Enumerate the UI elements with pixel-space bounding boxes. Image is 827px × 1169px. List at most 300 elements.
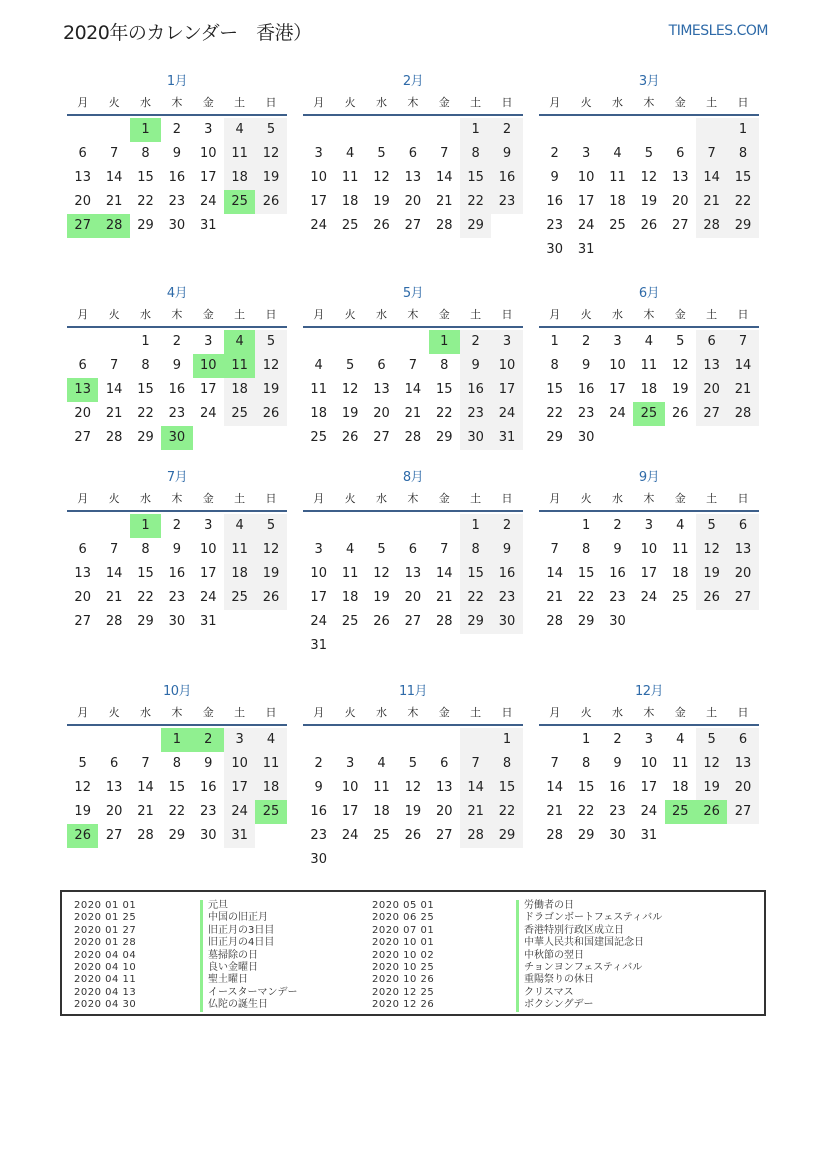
weekday-label: 火 [580, 706, 592, 719]
month-block [539, 682, 759, 848]
day-cell: 29 [491, 824, 522, 848]
day-cell: 14 [696, 166, 727, 190]
day-cell: 18 [373, 804, 390, 819]
day-cell: 24 [640, 804, 658, 819]
weekday-label: 金 [202, 492, 214, 505]
day-cell: 6 [676, 146, 685, 161]
weekday-header [67, 488, 287, 512]
month-title: 3月 [638, 74, 660, 89]
holiday-name: 旧正月の4日目 [208, 937, 275, 949]
day-cell: 7 [460, 752, 491, 776]
day-cell: 13 [671, 170, 689, 185]
day-cell: 23 [609, 804, 626, 819]
day-cell: 1 [141, 334, 150, 349]
day-cell: 21 [546, 804, 563, 819]
holiday-date: 2020 06 25 [372, 912, 435, 924]
day-cell: 18 [609, 194, 626, 209]
day-cell: 8 [581, 542, 591, 557]
day-cell: 31 [640, 828, 658, 843]
holiday-day-cell: 25 [224, 190, 255, 214]
day-cell: 18 [224, 166, 255, 190]
day-cell: 29 [460, 214, 491, 238]
day-cell: 15 [577, 780, 595, 795]
holiday-day-cell: 25 [665, 800, 696, 824]
weekday-label: 水 [611, 492, 623, 505]
day-cell: 27 [696, 402, 727, 426]
holiday-name: 労働者の日 [524, 900, 574, 911]
holiday-name: 聖土曜日 [208, 974, 248, 986]
day-cell: 27 [74, 614, 91, 629]
holiday-day-cell: 27 [67, 214, 98, 238]
day-cell: 20 [74, 590, 91, 605]
day-cell: 16 [310, 804, 327, 819]
weekday-label: 土 [234, 96, 246, 109]
weekday-label: 金 [438, 492, 450, 505]
day-cell: 15 [577, 566, 595, 581]
empty-cell [460, 728, 491, 752]
day-cell: 3 [644, 732, 653, 747]
day-cell: 4 [613, 146, 622, 161]
weekday-label: 水 [375, 706, 387, 719]
empty-cell [98, 118, 129, 142]
day-cell: 3 [613, 334, 622, 349]
day-cell: 13 [727, 538, 758, 562]
weekday-header [539, 92, 759, 116]
day-cell: 30 [491, 610, 522, 634]
holiday-day-cell: 1 [429, 330, 460, 354]
month-title: 8月 [402, 470, 424, 485]
day-cell: 28 [546, 828, 563, 843]
day-cell: 6 [109, 756, 119, 771]
day-cell: 7 [696, 142, 727, 166]
day-cell: 11 [224, 142, 255, 166]
day-cell: 12 [373, 566, 390, 581]
weekday-label: 火 [344, 706, 356, 719]
day-cell: 21 [546, 590, 563, 605]
day-cell: 28 [105, 430, 123, 445]
day-cell: 17 [199, 170, 217, 185]
day-cell: 19 [640, 194, 658, 209]
day-cell: 30 [199, 828, 217, 843]
day-cell: 14 [137, 780, 154, 795]
month-block [67, 72, 287, 238]
day-cell: 23 [546, 218, 563, 233]
day-cell: 8 [440, 358, 449, 373]
day-cell: 20 [727, 562, 758, 586]
weekday-label: 木 [407, 308, 419, 321]
empty-cell [67, 728, 98, 752]
day-cell: 12 [255, 354, 286, 378]
day-cell: 26 [696, 586, 727, 610]
weekday-label: 金 [202, 96, 214, 109]
month-title: 4月 [166, 286, 188, 301]
day-cell: 12 [671, 358, 689, 373]
day-cell: 4 [224, 118, 255, 142]
holiday-day-cell: 26 [67, 824, 98, 848]
day-cell: 25 [671, 590, 689, 605]
day-cell: 2 [172, 518, 181, 533]
month-title: 1月 [166, 74, 188, 89]
day-cell: 5 [255, 330, 286, 354]
holiday-list [60, 890, 766, 1016]
day-cell: 30 [546, 242, 563, 257]
empty-cell [67, 330, 98, 354]
empty-cell [366, 118, 397, 142]
empty-cell [633, 118, 664, 142]
day-cell: 25 [310, 430, 327, 445]
day-cell: 7 [440, 146, 449, 161]
day-cell: 10 [341, 780, 359, 795]
day-cell: 26 [255, 190, 286, 214]
day-cell: 30 [577, 430, 595, 445]
weekday-label: 火 [344, 96, 356, 109]
brand-logo[interactable]: TIMESLES.COM [668, 23, 768, 39]
day-cell: 26 [373, 614, 390, 629]
day-cell: 3 [491, 330, 522, 354]
holiday-date: 2020 05 01 [372, 900, 435, 911]
weekday-label: 日 [737, 706, 749, 719]
day-cell: 16 [577, 382, 595, 397]
holiday-dates-left [74, 900, 194, 1012]
holiday-day-cell: 1 [161, 728, 192, 752]
day-cell: 7 [408, 358, 417, 373]
holiday-name: イースターマンデー [208, 986, 298, 998]
day-cell: 11 [341, 170, 359, 185]
day-cell: 18 [341, 194, 359, 209]
day-cell: 19 [255, 378, 286, 402]
weekday-label: 水 [375, 492, 387, 505]
empty-cell [98, 728, 129, 752]
day-cell: 1 [581, 732, 591, 747]
day-cell: 28 [696, 214, 727, 238]
day-cell: 3 [224, 728, 255, 752]
day-cell: 30 [609, 828, 626, 843]
day-cell: 4 [224, 514, 255, 538]
weekday-label: 金 [674, 96, 686, 109]
weekday-header [539, 304, 759, 328]
month-title: 5月 [402, 286, 424, 301]
weekday-label: 金 [438, 96, 450, 109]
day-cell: 29 [577, 828, 595, 843]
holiday-name: 墓掃除の日 [208, 949, 258, 961]
day-cell: 28 [137, 828, 154, 843]
day-cell: 29 [137, 430, 154, 445]
day-cell: 2 [491, 118, 522, 142]
day-cell: 7 [109, 358, 119, 373]
day-cell: 6 [377, 358, 386, 373]
day-cell: 21 [727, 378, 758, 402]
day-cell: 22 [137, 406, 154, 421]
weekday-label: 水 [611, 96, 623, 109]
day-cell: 10 [224, 752, 255, 776]
day-cell: 14 [105, 382, 123, 397]
weekday-label: 土 [470, 492, 482, 505]
weekday-header [539, 702, 759, 726]
day-cell: 12 [404, 780, 422, 795]
day-cell: 9 [491, 142, 522, 166]
day-cell: 23 [168, 406, 186, 421]
day-cell: 6 [78, 358, 87, 373]
weekday-label: 水 [375, 308, 387, 321]
day-cell: 21 [460, 800, 491, 824]
month-block [67, 682, 287, 848]
empty-cell [665, 118, 696, 142]
day-cell: 17 [491, 378, 522, 402]
day-grid [67, 118, 287, 238]
weekday-header [303, 92, 523, 116]
day-cell: 6 [440, 756, 449, 771]
weekday-label: 金 [438, 706, 450, 719]
day-cell: 11 [310, 382, 327, 397]
holiday-name: 香港特別行政区成立日 [524, 924, 624, 936]
day-cell: 12 [696, 752, 727, 776]
day-cell: 3 [581, 146, 591, 161]
weekday-label: 日 [265, 706, 277, 719]
day-cell: 4 [314, 358, 323, 373]
day-cell: 16 [168, 382, 186, 397]
month-block [539, 284, 759, 450]
day-cell: 10 [609, 358, 626, 373]
day-cell: 5 [696, 728, 727, 752]
day-cell: 1 [460, 514, 491, 538]
weekday-label: 日 [501, 706, 513, 719]
day-cell: 17 [199, 382, 217, 397]
day-cell: 9 [314, 780, 323, 795]
day-cell: 18 [640, 382, 658, 397]
day-cell: 30 [168, 218, 186, 233]
day-cell: 18 [310, 406, 327, 421]
day-cell: 23 [609, 590, 626, 605]
empty-cell [303, 728, 334, 752]
weekday-label: 土 [234, 492, 246, 505]
month-title: 6月 [638, 286, 660, 301]
day-cell: 9 [172, 146, 181, 161]
day-cell: 18 [224, 562, 255, 586]
holiday-day-cell: 11 [224, 354, 255, 378]
month-title: 11月 [398, 684, 428, 699]
weekday-label: 月 [313, 706, 325, 719]
day-cell: 28 [435, 218, 453, 233]
weekday-label: 土 [470, 96, 482, 109]
weekday-label: 木 [171, 96, 183, 109]
day-cell: 28 [404, 430, 422, 445]
day-cell: 20 [105, 804, 123, 819]
day-cell: 24 [199, 590, 217, 605]
month-title: 2月 [402, 74, 424, 89]
day-cell: 19 [255, 166, 286, 190]
holiday-date: 2020 01 28 [74, 937, 137, 949]
day-cell: 29 [435, 430, 453, 445]
day-cell: 6 [78, 146, 87, 161]
day-cell: 20 [74, 406, 91, 421]
day-cell: 9 [581, 358, 591, 373]
day-cell: 4 [676, 732, 685, 747]
weekday-label: 月 [549, 492, 561, 505]
day-cell: 7 [109, 146, 119, 161]
holiday-name: 良い金曜日 [208, 961, 258, 973]
holiday-date: 2020 04 04 [74, 949, 137, 961]
day-cell: 20 [373, 406, 390, 421]
weekday-label: 土 [706, 96, 718, 109]
day-cell: 9 [460, 354, 491, 378]
day-cell: 5 [377, 542, 386, 557]
day-cell: 13 [727, 752, 758, 776]
day-cell: 26 [255, 402, 286, 426]
day-cell: 9 [550, 170, 559, 185]
day-cell: 5 [696, 514, 727, 538]
day-cell: 1 [727, 118, 758, 142]
weekday-header [303, 488, 523, 512]
day-cell: 24 [640, 590, 658, 605]
weekday-label: 火 [108, 308, 120, 321]
day-cell: 7 [550, 542, 559, 557]
day-cell: 10 [491, 354, 522, 378]
day-cell: 25 [224, 586, 255, 610]
day-cell: 21 [105, 406, 123, 421]
weekday-label: 土 [470, 308, 482, 321]
day-cell: 19 [696, 776, 727, 800]
day-cell: 4 [676, 518, 685, 533]
day-grid [67, 330, 287, 450]
weekday-label: 日 [737, 308, 749, 321]
empty-cell [334, 728, 365, 752]
day-cell: 20 [404, 590, 422, 605]
weekday-label: 月 [549, 96, 561, 109]
day-cell: 26 [373, 218, 390, 233]
weekday-label: 火 [108, 96, 120, 109]
month-block [303, 72, 523, 238]
day-cell: 20 [671, 194, 689, 209]
empty-cell [366, 330, 397, 354]
day-cell: 8 [141, 146, 150, 161]
day-cell: 13 [373, 382, 390, 397]
day-cell: 5 [78, 756, 87, 771]
holiday-dates-right [372, 900, 492, 1012]
holiday-name: 仏陀の誕生日 [208, 999, 268, 1011]
day-cell: 10 [199, 542, 217, 557]
day-cell: 27 [727, 586, 758, 610]
day-cell: 22 [491, 800, 522, 824]
empty-cell [397, 514, 428, 538]
day-cell: 9 [613, 542, 622, 557]
empty-cell [397, 118, 428, 142]
day-cell: 12 [696, 538, 727, 562]
day-cell: 7 [727, 330, 758, 354]
holiday-date: 2020 10 26 [372, 974, 435, 986]
page-title: 2020年のカレンダー 香港） [63, 22, 312, 44]
day-cell: 8 [581, 756, 591, 771]
day-cell: 24 [577, 218, 595, 233]
day-cell: 11 [640, 358, 658, 373]
day-cell: 16 [168, 170, 186, 185]
day-grid [303, 728, 523, 872]
day-cell: 7 [440, 542, 449, 557]
empty-cell [696, 118, 727, 142]
day-cell: 3 [204, 518, 213, 533]
weekday-header [67, 304, 287, 328]
day-cell: 18 [255, 776, 286, 800]
day-cell: 28 [727, 402, 758, 426]
day-cell: 19 [255, 562, 286, 586]
day-cell: 10 [310, 566, 327, 581]
weekday-label: 木 [171, 308, 183, 321]
day-cell: 22 [435, 406, 453, 421]
day-cell: 24 [199, 194, 217, 209]
month-block [303, 682, 523, 872]
day-cell: 3 [345, 756, 355, 771]
day-cell: 20 [404, 194, 422, 209]
day-cell: 14 [105, 170, 123, 185]
day-cell: 15 [137, 382, 154, 397]
day-cell: 21 [105, 590, 123, 605]
day-cell: 9 [204, 756, 213, 771]
empty-cell [303, 514, 334, 538]
weekday-label: 日 [501, 96, 513, 109]
holiday-name: ボクシングデー [524, 999, 594, 1011]
weekday-label: 金 [438, 308, 450, 321]
holiday-date: 2020 04 30 [74, 999, 137, 1011]
holiday-day-cell: 30 [161, 426, 192, 450]
day-cell: 26 [671, 406, 689, 421]
day-cell: 11 [609, 170, 626, 185]
weekday-label: 金 [202, 706, 214, 719]
weekday-label: 水 [139, 706, 151, 719]
day-cell: 12 [255, 142, 286, 166]
weekday-label: 日 [737, 96, 749, 109]
day-cell: 5 [377, 146, 386, 161]
day-cell: 18 [671, 566, 689, 581]
day-cell: 4 [345, 542, 355, 557]
day-cell: 2 [172, 334, 181, 349]
day-cell: 2 [172, 122, 181, 137]
day-cell: 22 [727, 190, 758, 214]
weekday-label: 金 [674, 308, 686, 321]
day-cell: 16 [609, 566, 626, 581]
weekday-label: 金 [674, 492, 686, 505]
weekday-label: 水 [611, 706, 623, 719]
day-cell: 10 [640, 756, 658, 771]
day-cell: 13 [74, 170, 91, 185]
holiday-day-cell: 25 [255, 800, 286, 824]
day-cell: 5 [255, 514, 286, 538]
day-cell: 13 [404, 170, 422, 185]
day-cell: 15 [168, 780, 186, 795]
month-title: 12月 [634, 684, 664, 699]
day-cell: 24 [341, 828, 359, 843]
month-block [67, 284, 287, 450]
day-cell: 13 [404, 566, 422, 581]
holiday-name: 中華人民共和国建国記念日 [524, 937, 644, 949]
day-grid [67, 514, 287, 634]
weekday-label: 月 [77, 308, 89, 321]
weekday-label: 水 [139, 492, 151, 505]
day-cell: 21 [105, 194, 123, 209]
weekday-label: 火 [580, 308, 592, 321]
day-cell: 25 [341, 614, 359, 629]
weekday-label: 火 [108, 492, 120, 505]
weekday-label: 木 [643, 492, 655, 505]
weekday-label: 火 [580, 492, 592, 505]
holiday-day-cell: 28 [98, 214, 129, 238]
day-grid [539, 330, 759, 450]
day-cell: 5 [408, 756, 417, 771]
weekday-label: 日 [501, 308, 513, 321]
day-cell: 2 [491, 514, 522, 538]
day-cell: 27 [671, 218, 689, 233]
day-cell: 8 [460, 538, 491, 562]
day-cell: 9 [172, 358, 181, 373]
day-cell: 11 [224, 538, 255, 562]
